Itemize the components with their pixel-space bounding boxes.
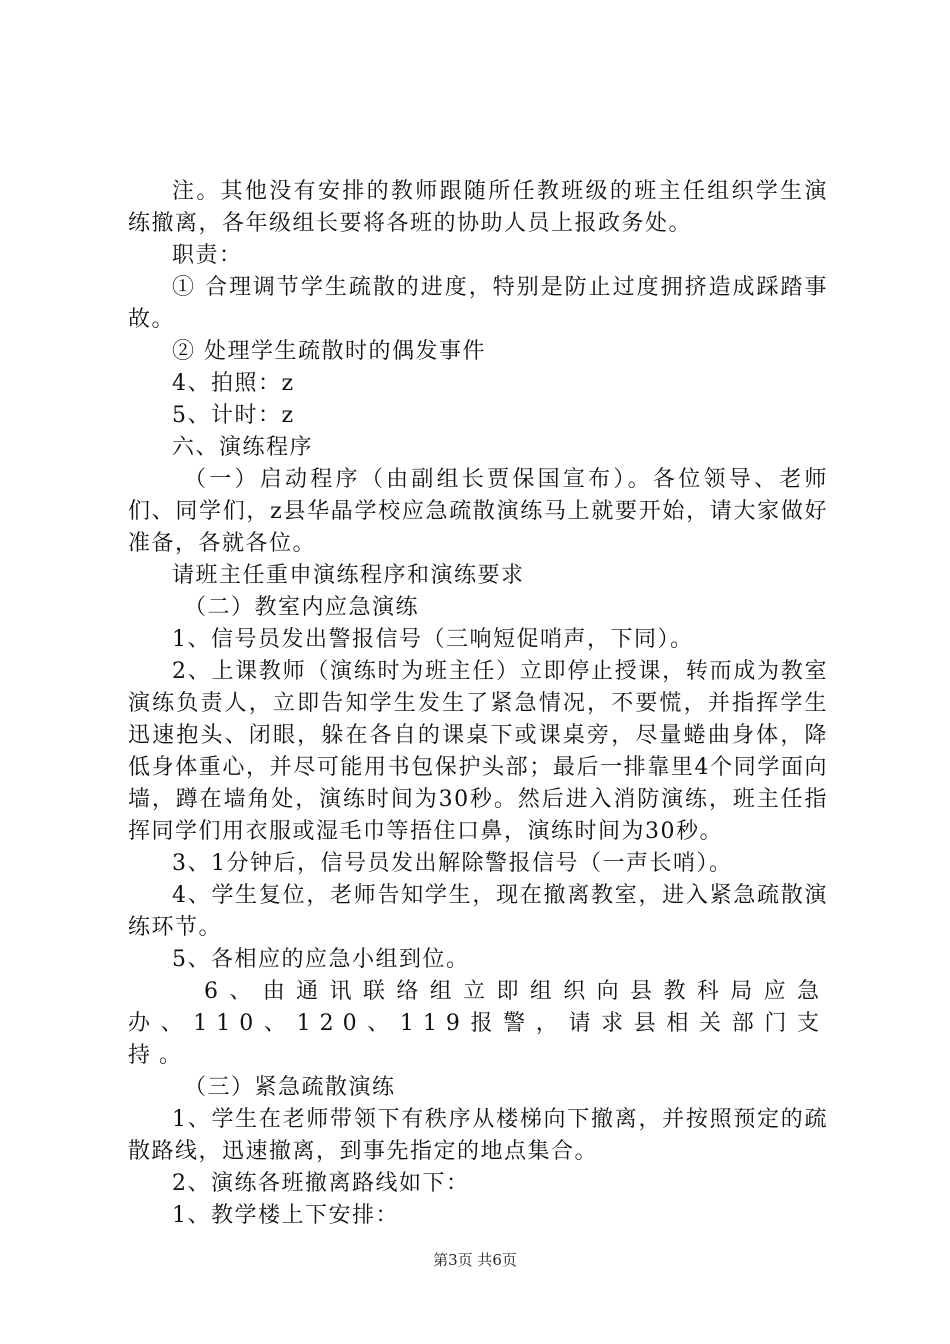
section-heading: 六、演练程序 bbox=[172, 435, 314, 460]
paragraph: ① 合理调节学生疏散的进度，特别是防止过度拥挤造成踩踏事故。 bbox=[128, 275, 828, 332]
paragraph: 6、由通讯联络组立即组织向县教科局应急办、110、120、119报警，请求县相关部门支持。 bbox=[128, 979, 828, 1068]
paragraph: 请班主任重申演练程序和演练要求 bbox=[172, 563, 525, 588]
subsection-heading: （三）紧急疏散演练 bbox=[184, 1075, 396, 1100]
paragraph: 1、信号员发出警报信号（三响短促哨声，下同）。 bbox=[172, 627, 694, 652]
paragraph: 1、教学楼上下安排： bbox=[172, 1203, 399, 1228]
paragraph: 4、学生复位，老师告知学生，现在撤离教室，进入紧急疏散演练环节。 bbox=[128, 883, 828, 940]
paragraph: （一）启动程序（由副组长贾保国宣布）。各位领导、老师们、同学们，z县华晶学校应急疏散演练马上就要开始，请大家做好准备，各就各位。 bbox=[128, 467, 828, 556]
paragraph: 注。其他没有安排的教师跟随所任教班级的班主任组织学生演练撤离，各年级组长要将各班的协助人员上报政务处。 bbox=[128, 179, 828, 236]
paragraph: 4、拍照：z bbox=[172, 371, 295, 396]
subsection-heading: （二）教室内应急演练 bbox=[184, 595, 420, 620]
page-footer: 第3页 共6页 bbox=[433, 1251, 517, 1269]
paragraph: 5、计时：z bbox=[172, 403, 295, 428]
paragraph: 5、各相应的应急小组到位。 bbox=[172, 947, 470, 972]
paragraph: 2、演练各班撤离路线如下： bbox=[172, 1171, 470, 1196]
document-body bbox=[128, 176, 828, 1232]
paragraph: 职责： bbox=[172, 243, 243, 268]
paragraph: 1、学生在老师带领下有秩序从楼梯向下撤离，并按照预定的疏散路线，迅速撤离，到事先指定的地点集合。 bbox=[128, 1107, 828, 1164]
paragraph: ② 处理学生疏散时的偶发事件 bbox=[172, 339, 486, 364]
paragraph: 2、上课教师（演练时为班主任）立即停止授课，转而成为教室演练负责人，立即告知学生发生了紧急情况，不要慌，并指挥学生迅速抱头、闭眼，躲在各自的课桌下或课桌旁，尽量蜷曲身体，降低身体重心，并尽可能用书包保护头部；最后一排靠里4个同学面向墙，蹲在墙角处，演练时间为30秒。然后进入消防演练，班主任指挥同学们用衣服或湿毛巾等捂住口鼻，演练时间为30秒。 bbox=[128, 659, 828, 844]
paragraph: 3、1分钟后，信号员发出解除警报信号（一声长哨）。 bbox=[172, 851, 733, 876]
